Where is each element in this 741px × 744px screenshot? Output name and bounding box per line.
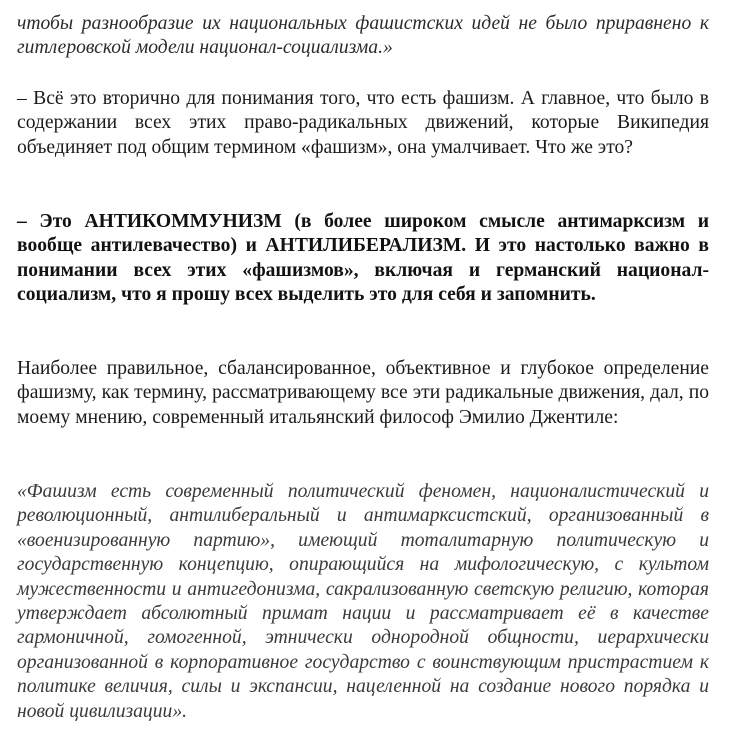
dialogue-paragraph: – Всё это вторично для понимания того, что есть фашизм. А главное, что было в содержании всех этих право-радикальных движений, которые Википедия объединяет под общим термином «фашизм», она умалчивает. Что же это? (17, 88, 709, 158)
gentile-quote-paragraph: «Фашизм есть современный политический феномен, националистический и революционный, антилиберальный и антимарксистский, организованный в «военизированную партию», имеющий тоталитарную политическую и государственную концепцию, опирающийся на мифологическую, с культом мужественности и антигедонизма, сакрализованную светскую религию, которая утверждает абсолютный примат нации и рассматривает её в качестве гармоничной, гомогенной, этнически однородной общности, иерархически организованной в корпоративное государство с воинствующим пристрастием к политике величия, силы и экспансии, нацеленной на создание нового порядка и новой цивилизации». (17, 481, 709, 722)
quote-ending-paragraph: чтобы разнообразие их национальных фашистских идей не было приравнено к гитлеровской модели национал-социализма.» (17, 13, 709, 59)
bold-answer-paragraph: – Это АНТИКОММУНИЗМ (в более широком смысле антимарксизм и вообще антилевачество) и АНТИЛИБЕРАЛИЗМ. И это настолько важно в понимании всех этих «фашизмов», включая и германский национал-социализм, что я прошу всех выделить это для себя и запомнить. (17, 211, 709, 306)
definition-intro-paragraph: Наиболее правильное, сбалансированное, объективное и глубокое определение фашизму, как термину, рассматривающему все эти радикальные движения, дал, по моему мнению, современный итальянский философ Эмилио Джентиле: (17, 358, 709, 428)
